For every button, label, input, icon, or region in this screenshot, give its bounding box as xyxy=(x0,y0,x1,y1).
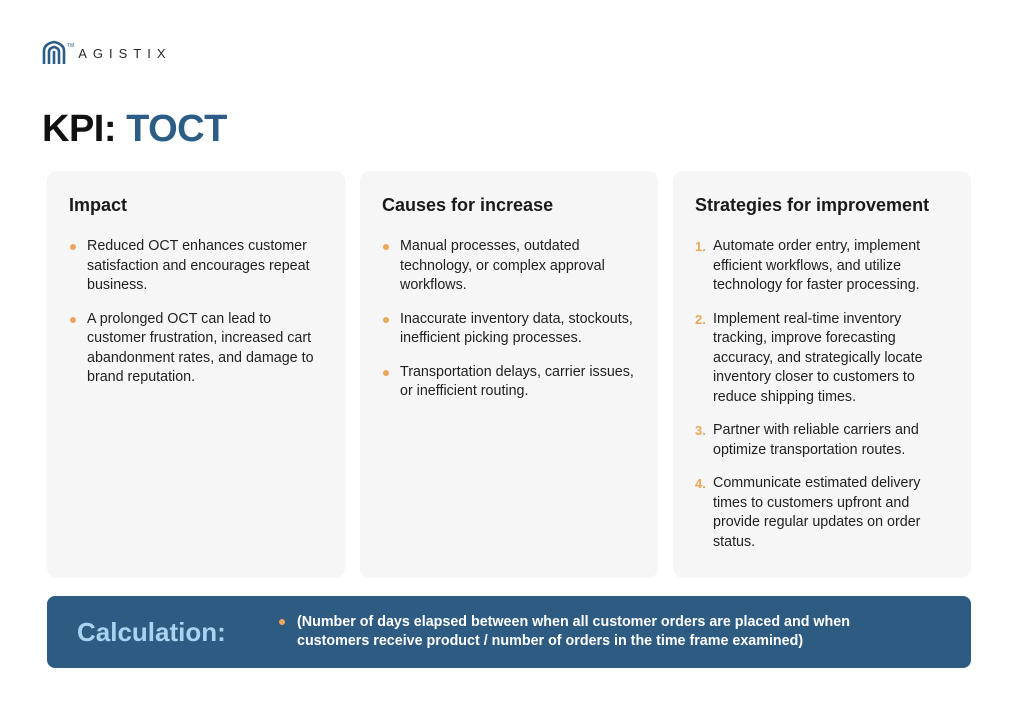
list-item: Reduced OCT enhances customer satisfaction and encourages repeat business. xyxy=(69,237,323,296)
list-item: Inaccurate inventory data, stockouts, inefficient picking processes. xyxy=(382,310,636,349)
list-number: 3. xyxy=(695,423,706,438)
agistix-logo xyxy=(42,40,172,66)
title-prefix: KPI: xyxy=(42,108,116,150)
causes-card xyxy=(360,171,658,578)
title-accent: TOCT xyxy=(126,108,227,150)
strategies-heading: Strategies for improvement xyxy=(695,195,930,215)
page-title xyxy=(42,108,227,151)
list-item xyxy=(695,474,949,552)
strategies-card xyxy=(673,171,971,578)
list-item: A prolonged OCT can lead to customer frustration, increased cart abandonment rates, and damage to brand reputation. xyxy=(69,310,323,388)
impact-list xyxy=(69,237,323,388)
logo-wordmark: AGISTIX xyxy=(78,45,172,61)
strategies-list xyxy=(695,237,949,552)
list-number: 4. xyxy=(695,476,706,491)
calculation-formula: (Number of days elapsed between when all customer orders are placed and when customers receive product / number of orders in the time frame examined) xyxy=(277,613,917,651)
causes-heading: Causes for increase xyxy=(382,195,554,215)
logo-trademark: TM xyxy=(67,43,75,49)
list-text: Automate order entry, implement efficient workflows, and utilize technology for faster processing. xyxy=(713,238,921,293)
list-item xyxy=(695,237,949,296)
calculation-label: Calculation: xyxy=(77,616,226,647)
impact-heading: Impact xyxy=(69,195,128,215)
list-item xyxy=(695,310,949,408)
list-number: 2. xyxy=(695,311,706,327)
list-text: Communicate estimated delivery times to customers upfront and provide regular updates on order status. xyxy=(713,475,921,550)
causes-list xyxy=(382,237,636,402)
list-text: Partner with reliable carriers and optimize transportation routes. xyxy=(713,422,919,458)
list-item: Manual processes, outdated technology, or complex approval workflows. xyxy=(382,237,636,296)
impact-card xyxy=(47,171,345,578)
agistix-logo-icon xyxy=(42,40,66,66)
calculation-banner xyxy=(47,596,971,668)
list-item xyxy=(695,421,949,460)
list-text: Implement real-time inventory tracking, improve forecasting accuracy, and strategically locate inventory closer to customers to reduce shipping times. xyxy=(713,310,923,405)
list-item: Transportation delays, carrier issues, or inefficient routing. xyxy=(382,363,636,402)
list-number: 1. xyxy=(695,239,706,254)
